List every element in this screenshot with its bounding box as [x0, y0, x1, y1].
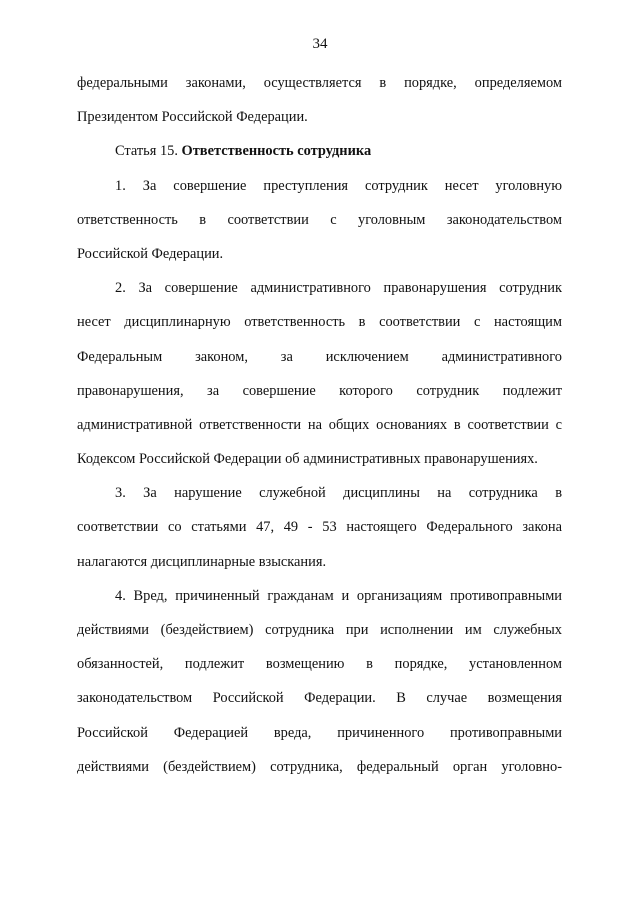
text-line: Российской Федерации.	[77, 245, 224, 262]
article-heading	[77, 134, 562, 168]
text-line: федеральными законами, осуществляется в порядке, определяемом	[77, 75, 562, 91]
text-line: Кодексом Российской Федерации об административных правонарушениях.	[77, 451, 538, 468]
article-item-1	[77, 169, 562, 272]
text-line: действиями (бездействием) сотрудника, федеральный орган уголовно-	[77, 758, 562, 775]
article-item-3	[77, 476, 562, 579]
text-line: 2. За совершение административного правонарушения сотрудник	[115, 280, 562, 297]
page-number: 34	[312, 36, 328, 52]
text-line: действиями (бездействием) сотрудника при исполнении им служебных	[77, 622, 562, 638]
text-line: соответствии со статьями 47, 49 - 53 настоящего Федерального закона	[77, 519, 562, 536]
text-line: несет дисциплинарную ответственность в соответствии с настоящим	[77, 314, 562, 331]
text-line: 4. Вред, причиненный гражданам и организациям противоправными	[115, 587, 562, 604]
page-content	[77, 66, 562, 784]
text-line: законодательством Российской Федерации. В случае возмещения	[77, 690, 562, 707]
text-line: Российской Федерацией вреда, причиненного противоправными	[77, 724, 562, 741]
continuation-paragraph	[77, 66, 562, 134]
text-line: налагаются дисциплинарные взыскания.	[77, 553, 327, 570]
text-line: Президентом Российской Федерации.	[77, 109, 308, 126]
text-line: административной ответственности на общих основаниях в соответствии с	[77, 416, 562, 433]
text-line: обязанностей, подлежит возмещению в порядке, установленном	[77, 656, 562, 673]
text-line: 1. За совершение преступления сотрудник несет уголовную	[115, 177, 562, 194]
article-item-4	[77, 579, 562, 784]
text-line: 3. За нарушение служебной дисциплины на сотрудника в	[115, 485, 562, 502]
article-item-2	[77, 271, 562, 476]
text-line: правонарушения, за совершение которого сотрудник подлежит	[77, 382, 562, 399]
text-line: Федеральным законом, за исключением административного	[77, 348, 562, 365]
text-line: ответственность в соответствии с уголовным законодательством	[77, 211, 562, 228]
article-prefix: Статья 15.	[115, 143, 182, 160]
article-title: Ответственность сотрудника	[181, 143, 372, 160]
